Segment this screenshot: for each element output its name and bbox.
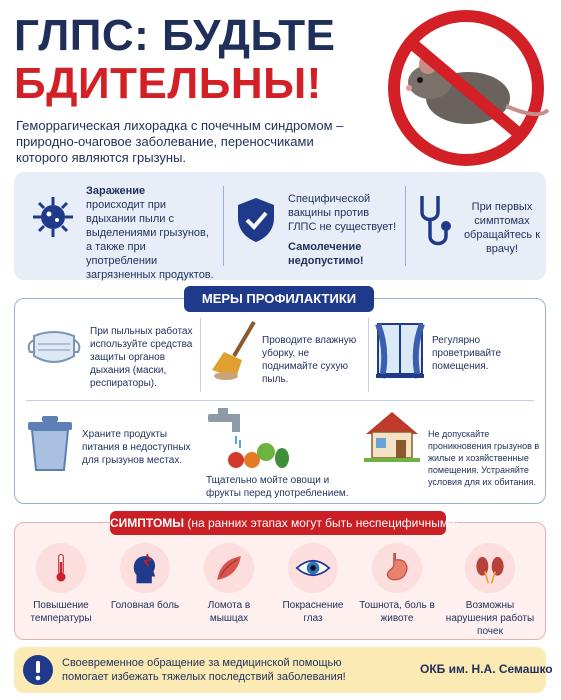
prevention-item-wash: Тщательно мойте овощи и фрукты перед употреблением. bbox=[206, 475, 349, 499]
infection-text: происходит при вдыхании пыли с выделениями грызунов, а также при употреблении загрязненных продуктов. bbox=[86, 199, 214, 281]
title-line-1: ГЛПС: БУДЬТЕ bbox=[14, 11, 336, 60]
symptom-kidneys bbox=[440, 543, 540, 638]
symptoms-title bbox=[110, 511, 459, 535]
symptoms-title-main: СИМПТОМЫ bbox=[110, 516, 185, 530]
virus-icon bbox=[30, 194, 76, 240]
symptom-nausea bbox=[356, 543, 438, 625]
selftreat-text: Самолечение недопустимо! bbox=[288, 241, 364, 267]
symptom-headache bbox=[104, 543, 186, 612]
prevention-hline bbox=[26, 400, 534, 401]
headache-icon bbox=[120, 543, 170, 593]
info-divider-1 bbox=[223, 186, 224, 266]
footer-organization: ОКБ им. Н.А. Семашко bbox=[420, 662, 553, 676]
thermometer-icon bbox=[36, 543, 86, 593]
house-icon bbox=[362, 408, 422, 464]
prevention-item-ventilate: Регулярно проветривайте помещения. bbox=[432, 335, 502, 372]
prevention-item-cleaning: Проводите влажную уборку, не поднимайте сухую пыль. bbox=[262, 335, 357, 385]
washing-vegetables-icon bbox=[206, 404, 296, 470]
exclamation-icon bbox=[22, 654, 54, 686]
symptom-label: Повышение температуры bbox=[30, 600, 92, 624]
prevention-title: МЕРЫ ПРОФИЛАКТИКИ bbox=[184, 286, 374, 312]
intro-text: Геморрагическая лихорадка с почечным синдромом – природно-очаговое заболевание, переносчиками которого являются грызуны. bbox=[16, 118, 344, 165]
prevention-vline-1 bbox=[200, 318, 201, 392]
stethoscope-icon bbox=[414, 192, 454, 252]
title-line-2: БДИТЕЛЬНЫ! bbox=[14, 59, 322, 108]
shield-check-icon bbox=[234, 196, 278, 244]
mask-icon bbox=[24, 322, 84, 372]
symptoms-title-sub: (на ранних этапах могут быть неспецифичными) bbox=[184, 516, 459, 530]
infection-block bbox=[86, 184, 216, 282]
eye-icon bbox=[288, 543, 338, 593]
symptom-label: Ломота в мышцах bbox=[207, 600, 251, 624]
kidneys-icon bbox=[465, 543, 515, 593]
muscle-icon bbox=[204, 543, 254, 593]
window-icon bbox=[374, 320, 426, 382]
no-rat-icon bbox=[378, 10, 553, 168]
symptom-red-eyes bbox=[272, 543, 354, 625]
prevention-item-mask: При пыльных работах используйте средства защиты органов дыхания (маски, респираторы). bbox=[90, 326, 193, 389]
stomach-icon bbox=[372, 543, 422, 593]
symptom-label: Тошнота, боль в животе bbox=[359, 600, 435, 624]
info-divider-2 bbox=[405, 186, 406, 266]
prevention-item-rodent-proof: Не допускайте проникновения грызунов в жилые и хозяйственные помещения. Устраняйте условия для их обитания. bbox=[428, 429, 540, 487]
symptom-muscle-ache bbox=[188, 543, 270, 625]
prevention-vline-2 bbox=[368, 318, 369, 392]
infection-title: Заражение bbox=[86, 185, 146, 197]
symptom-label: Головная боль bbox=[110, 600, 180, 611]
storage-bin-icon bbox=[26, 412, 74, 472]
symptom-fever bbox=[20, 543, 102, 625]
prevention-item-storage: Храните продукты питания в недоступных для грызунов местах. bbox=[82, 429, 191, 466]
doctor-text: При первых симптомах обращайтесь к врачу! bbox=[463, 201, 541, 255]
vaccine-text: Специфической вакцины против ГЛПС не существует! bbox=[288, 193, 397, 233]
broom-icon bbox=[210, 320, 260, 382]
symptom-label: Покраснение глаз bbox=[282, 600, 344, 624]
footer-text: Своевременное обращение за медицинской помощью помогает избежать тяжелых последствий заболевания! bbox=[62, 657, 346, 683]
symptom-label: Возможны нарушения работы почек bbox=[445, 600, 535, 637]
